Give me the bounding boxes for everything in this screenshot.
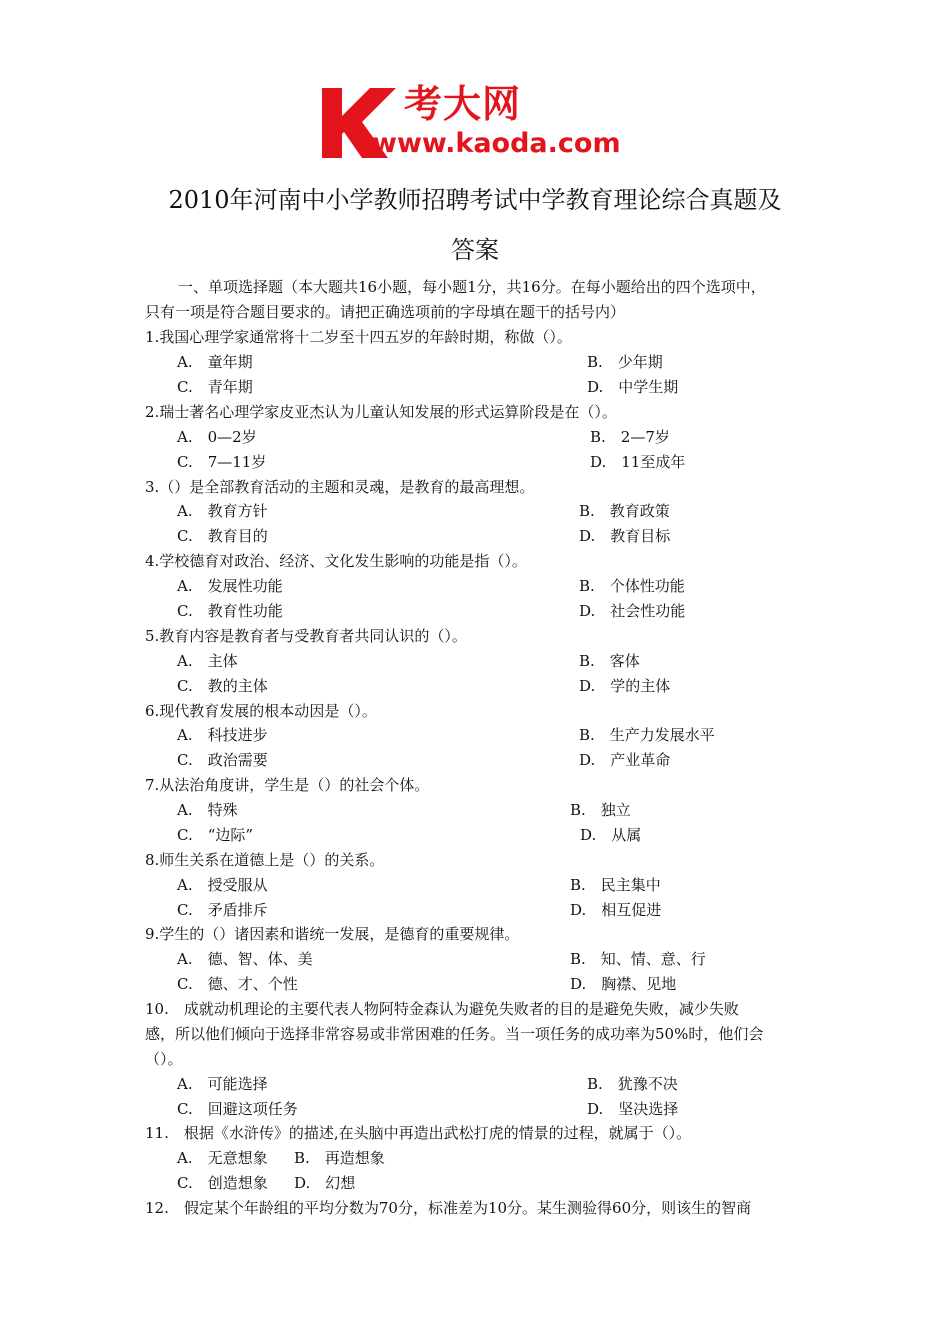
question-stem-line2: 感，所以他们倾向于选择非常容易或非常困难的任务。当一项任务的成功率为50%时，他们会 [145, 1025, 764, 1043]
option-d: D. 11至成年 [590, 453, 686, 471]
logo-chinese: 考大网 [404, 82, 522, 126]
option-c: C. 政治需要 [177, 751, 268, 769]
question-stem-line3: （）。 [145, 1050, 183, 1068]
option-b: B. 犹豫不决 [587, 1075, 678, 1093]
logo-url: www.kaoda.com [372, 128, 621, 159]
option-d: D. 学的主体 [579, 677, 671, 695]
option-c: C. 矛盾排斥 [177, 901, 268, 919]
option-a: A. 特殊 [177, 801, 238, 819]
option-b: B. 独立 [570, 801, 631, 819]
question-stem: 9.学生的（）诸因素和谐统一发展，是德育的重要规律。 [145, 925, 520, 943]
option-b: B. 少年期 [587, 353, 663, 371]
option-a: A. 教育方针 [177, 502, 268, 520]
question-stem: 5.教育内容是教育者与受教育者共同认识的（）。 [145, 627, 467, 645]
question-stem: 4.学校德育对政治、经济、文化发生影响的功能是指（）。 [145, 552, 527, 570]
option-d: D. 幻想 [294, 1174, 356, 1192]
option-b: B. 再造想象 [294, 1149, 385, 1167]
option-c: C. “边际” [177, 826, 254, 844]
question-stem: 8.师生关系在道德上是（）的关系。 [145, 851, 385, 869]
option-b: B. 生产力发展水平 [579, 726, 715, 744]
section-intro-line1: 一、单项选择题（本大题共16小题，每小题1分，共16分。在每小题给出的四个选项中， [178, 278, 766, 296]
page-title-line1: 2010年河南中小学教师招聘考试中学教育理论综合真题及 [168, 186, 782, 214]
option-a: A. 无意想象 [177, 1149, 268, 1167]
option-c: C. 回避这项任务 [177, 1100, 298, 1118]
option-c: C. 德、才、个性 [177, 975, 298, 993]
question-stem: 7.从法治角度讲，学生是（）的社会个体。 [145, 776, 430, 794]
option-b: B. 客体 [579, 652, 640, 670]
question-stem: 11. 根据《水浒传》的描述,在头脑中再造出武松打虎的情景的过程，就属于（）。 [145, 1124, 692, 1142]
option-a: A. 发展性功能 [177, 577, 283, 595]
option-d: D. 胸襟、见地 [570, 975, 677, 993]
option-d: D. 坚决选择 [587, 1100, 679, 1118]
question-stem: 1.我国心理学家通常将十二岁至十四五岁的年龄时期，称做（）。 [145, 328, 572, 346]
option-d: D. 产业革命 [579, 751, 671, 769]
kaoda-logo [318, 82, 638, 160]
question-stem: 2.瑞士著名心理学家皮亚杰认为儿童认知发展的形式运算阶段是在（）。 [145, 403, 617, 421]
option-b: B. 教育政策 [579, 502, 670, 520]
question-stem: 6.现代教育发展的根本动因是（）。 [145, 702, 377, 720]
option-d: D. 社会性功能 [579, 602, 686, 620]
option-c: C. 教的主体 [177, 677, 268, 695]
option-b: B. 知、情、意、行 [570, 950, 706, 968]
option-c: C. 7—11岁 [177, 453, 267, 471]
question-stem-line1: 10. 成就动机理论的主要代表人物阿特金森认为避免失败者的目的是避免失败，减少失败 [145, 1000, 739, 1018]
option-a: A. 主体 [177, 652, 238, 670]
option-a: A. 德、智、体、美 [177, 950, 313, 968]
option-a: A. 可能选择 [177, 1075, 268, 1093]
option-a: A. 童年期 [177, 353, 253, 371]
option-d: D. 相互促进 [570, 901, 662, 919]
option-a: A. 0—2岁 [177, 428, 257, 446]
option-c: C. 教育目的 [177, 527, 268, 545]
option-d: D. 从属 [580, 826, 642, 844]
option-d: D. 教育目标 [579, 527, 671, 545]
option-b: B. 民主集中 [570, 876, 661, 894]
option-b: B. 2—7岁 [590, 428, 670, 446]
question-stem: 12. 假定某个年龄组的平均分数为70分，标准差为10分。某生测验得60分，则该生的智商 [145, 1199, 752, 1217]
option-b: B. 个体性功能 [579, 577, 685, 595]
option-c: C. 青年期 [177, 378, 253, 396]
option-c: C. 教育性功能 [177, 602, 283, 620]
option-a: A. 授受服从 [177, 876, 268, 894]
option-c: C. 创造想象 [177, 1174, 268, 1192]
option-a: A. 科技进步 [177, 726, 268, 744]
option-d: D. 中学生期 [587, 378, 679, 396]
section-intro-line2: 只有一项是符合题目要求的。请把正确选项前的字母填在题干的括号内） [145, 303, 626, 321]
question-stem: 3.（）是全部教育活动的主题和灵魂，是教育的最高理想。 [145, 478, 535, 496]
page-title-line2: 答案 [451, 236, 499, 264]
